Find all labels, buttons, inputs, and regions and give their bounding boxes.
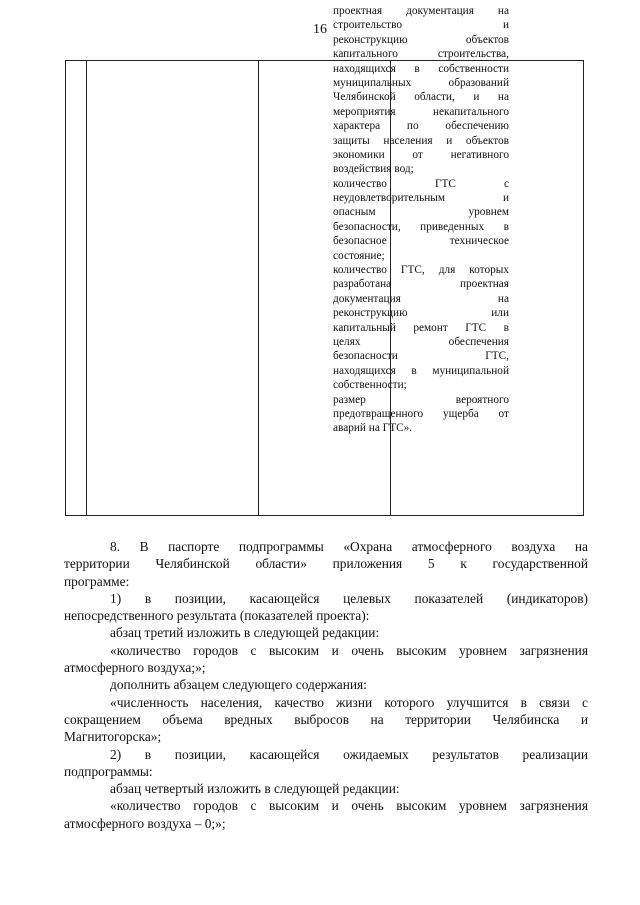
paragraph-line: территории Челябинской области» приложения 5 к государственной <box>64 556 588 572</box>
table-cell-line: реконструкцию или <box>333 307 509 320</box>
table-column-divider <box>258 61 259 515</box>
table-cell-line: неудовлетворительным и <box>333 192 509 205</box>
paragraph-line: «численность населения, качество жизни которого улучшится в связи с <box>110 694 588 710</box>
table-cell-line: находящихся в собственности <box>333 62 509 75</box>
table-cell-line: размер вероятного <box>333 393 509 406</box>
table-cell-line: мероприятия некапитального <box>333 105 509 118</box>
paragraph-line: 1) в позиции, касающейся целевых показателей (индикаторов) <box>110 590 588 606</box>
table-cell-line: реконструкцию объектов <box>333 33 509 46</box>
paragraph-line: дополнить абзацем следующего содержания: <box>110 677 367 693</box>
table-cell-indicators <box>333 4 509 436</box>
paragraph-line: абзац четвертый изложить в следующей редакции: <box>110 781 400 797</box>
table-cell-line: безопасности, приведенных в <box>333 220 509 233</box>
page-number: 16 <box>313 22 327 37</box>
table-cell-line: характера по обеспечению <box>333 120 509 133</box>
table-cell-line: проектная документация на <box>333 5 509 17</box>
table-cell-line: воздействия вод; <box>333 163 414 176</box>
table-cell-line: капитального строительства, <box>333 48 509 61</box>
table-cell-line: муниципальных образований <box>333 76 509 89</box>
body-text <box>64 538 588 832</box>
table-cell-line: количество ГТС с <box>333 177 509 190</box>
paragraph-line: Магнитогорска»; <box>64 729 162 745</box>
paragraph-line: «количество городов с высоким и очень высоким уровнем загрязнения <box>110 642 588 658</box>
table-cell-line: опасным уровнем <box>333 206 509 219</box>
table-column-divider <box>86 61 87 515</box>
paragraph-line: атмосферного воздуха – 0;»; <box>64 815 226 831</box>
table-cell-line: находящихся в муниципальной <box>333 364 509 377</box>
table-cell-line: состояние; <box>333 249 385 262</box>
paragraph-line: непосредственного результата (показателей проекта): <box>64 608 370 624</box>
table-cell-line: собственности; <box>333 379 407 392</box>
table-cell-line: капитальный ремонт ГТС в <box>333 321 509 334</box>
table-cell-line: количество ГТС, для которых <box>333 264 509 277</box>
paragraph-line: подпрограммы: <box>64 763 153 779</box>
table-cell-line: предотвращенного ущерба от <box>333 407 509 420</box>
paragraph-line: программе: <box>64 573 130 589</box>
table-cell-line: экономики от негативного <box>333 148 509 161</box>
table-cell-line: аварий на ГТС». <box>333 422 413 435</box>
paragraph-line: 8. В паспорте подпрограммы «Охрана атмосферного воздуха на <box>110 539 588 554</box>
table-cell-line: документация на <box>333 292 509 305</box>
paragraph-line: сокращением объема вредных выбросов на территории Челябинска и <box>64 711 588 727</box>
table-cell-line: разработана проектная <box>333 278 509 291</box>
paragraph-line: атмосферного воздуха;»; <box>64 660 206 676</box>
table-cell-line: безопасное техническое <box>333 235 509 248</box>
paragraph-line: абзац третий изложить в следующей редакции: <box>110 625 380 641</box>
table-cell-line: безопасности ГТС, <box>333 350 509 363</box>
table-cell-line: строительство и <box>333 19 509 32</box>
table-cell-line: защиты населения и объектов <box>333 134 509 147</box>
paragraph-line: «количество городов с высоким и очень высоким уровнем загрязнения <box>110 798 588 814</box>
table-cell-line: целях обеспечения <box>333 335 509 348</box>
table-cell-line: Челябинской области, и на <box>333 91 509 104</box>
paragraph-line: 2) в позиции, касающейся ожидаемых результатов реализации <box>110 746 588 762</box>
